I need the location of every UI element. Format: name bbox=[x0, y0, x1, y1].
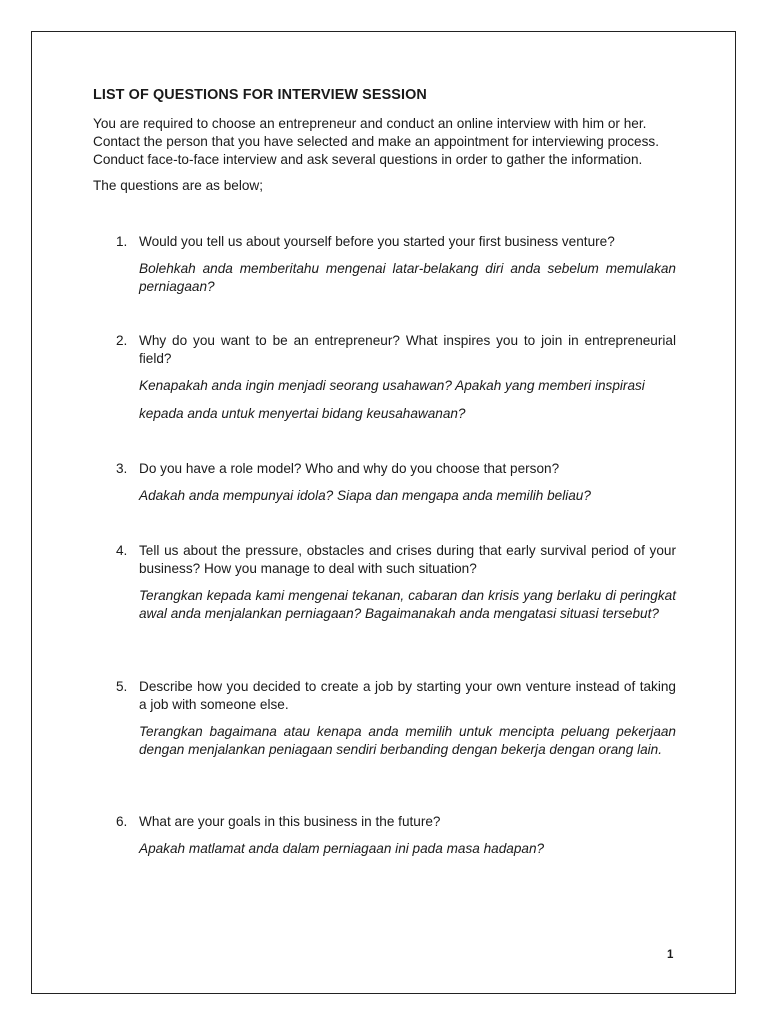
question-malay-line: Terangkan kepada kami mengenai tekanan, cabaran dan krisis yang berlaku di peringkat awal anda menjalankan perniagaan? Bagaimanakah anda mengatasi situasi tersebut? bbox=[139, 588, 676, 621]
question-english: Describe how you decided to create a job by starting your own venture instead of taking a job with someone else. bbox=[139, 679, 676, 712]
question-malay bbox=[139, 723, 676, 759]
question-number: 3. bbox=[116, 461, 128, 476]
question-item bbox=[93, 332, 676, 423]
question-number: 2. bbox=[116, 333, 128, 348]
question-item bbox=[93, 678, 676, 759]
question-item bbox=[93, 813, 676, 858]
page-number: 1 bbox=[667, 949, 674, 961]
question-english: Why do you want to be an entrepreneur? What inspires you to join in entrepreneurial field? bbox=[139, 333, 676, 366]
question-english: Tell us about the pressure, obstacles and crises during that early survival period of your business? How you manage to deal with such situation? bbox=[139, 543, 676, 576]
question-number: 6. bbox=[116, 814, 128, 829]
question-malay bbox=[139, 260, 676, 296]
document-body bbox=[93, 86, 676, 195]
question-malay-line: Apakah matlamat anda dalam perniagaan ini pada masa hadapan? bbox=[139, 841, 545, 856]
question-number: 4. bbox=[116, 543, 128, 558]
question-number: 1. bbox=[116, 234, 128, 249]
question-malay bbox=[139, 840, 676, 858]
question-malay bbox=[139, 377, 676, 423]
question-item bbox=[93, 233, 676, 296]
question-malay bbox=[139, 487, 676, 505]
question-malay-line: Adakah anda mempunyai idola? Siapa dan mengapa anda memilih beliau? bbox=[139, 488, 591, 503]
question-malay bbox=[139, 587, 676, 623]
question-malay-line: Bolehkah anda memberitahu mengenai latar-belakang diri anda sebelum memulakan perniagaan? bbox=[139, 261, 676, 294]
question-number: 5. bbox=[116, 679, 128, 694]
question-english: Do you have a role model? Who and why do you choose that person? bbox=[139, 461, 560, 476]
intro-section bbox=[93, 115, 676, 195]
question-english: What are your goals in this business in the future? bbox=[139, 814, 441, 829]
question-item bbox=[93, 542, 676, 623]
question-item bbox=[93, 460, 676, 505]
question-malay-line: Terangkan bagaimana atau kenapa anda memilih untuk mencipta peluang pekerjaan dengan menjalankan peniagaan sendiri berbanding dengan bekerja dengan orang lain. bbox=[139, 724, 676, 757]
intro-paragraph: You are required to choose an entrepreneur and conduct an online interview with him or her. Contact the person that you have selected and make an appointment for interviewing process. Conduct face-to-face interview and ask several questions in order to gather the information. bbox=[93, 116, 659, 167]
question-malay-line: kepada anda untuk menyertai bidang keusahawanan? bbox=[139, 406, 466, 421]
questions-lead: The questions are as below; bbox=[93, 178, 264, 193]
question-english: Would you tell us about yourself before you started your first business venture? bbox=[139, 234, 615, 249]
question-malay-line: Kenapakah anda ingin menjadi seorang usahawan? Apakah yang memberi inspirasi bbox=[139, 378, 645, 393]
document-title: LIST OF QUESTIONS FOR INTERVIEW SESSION bbox=[93, 87, 427, 103]
